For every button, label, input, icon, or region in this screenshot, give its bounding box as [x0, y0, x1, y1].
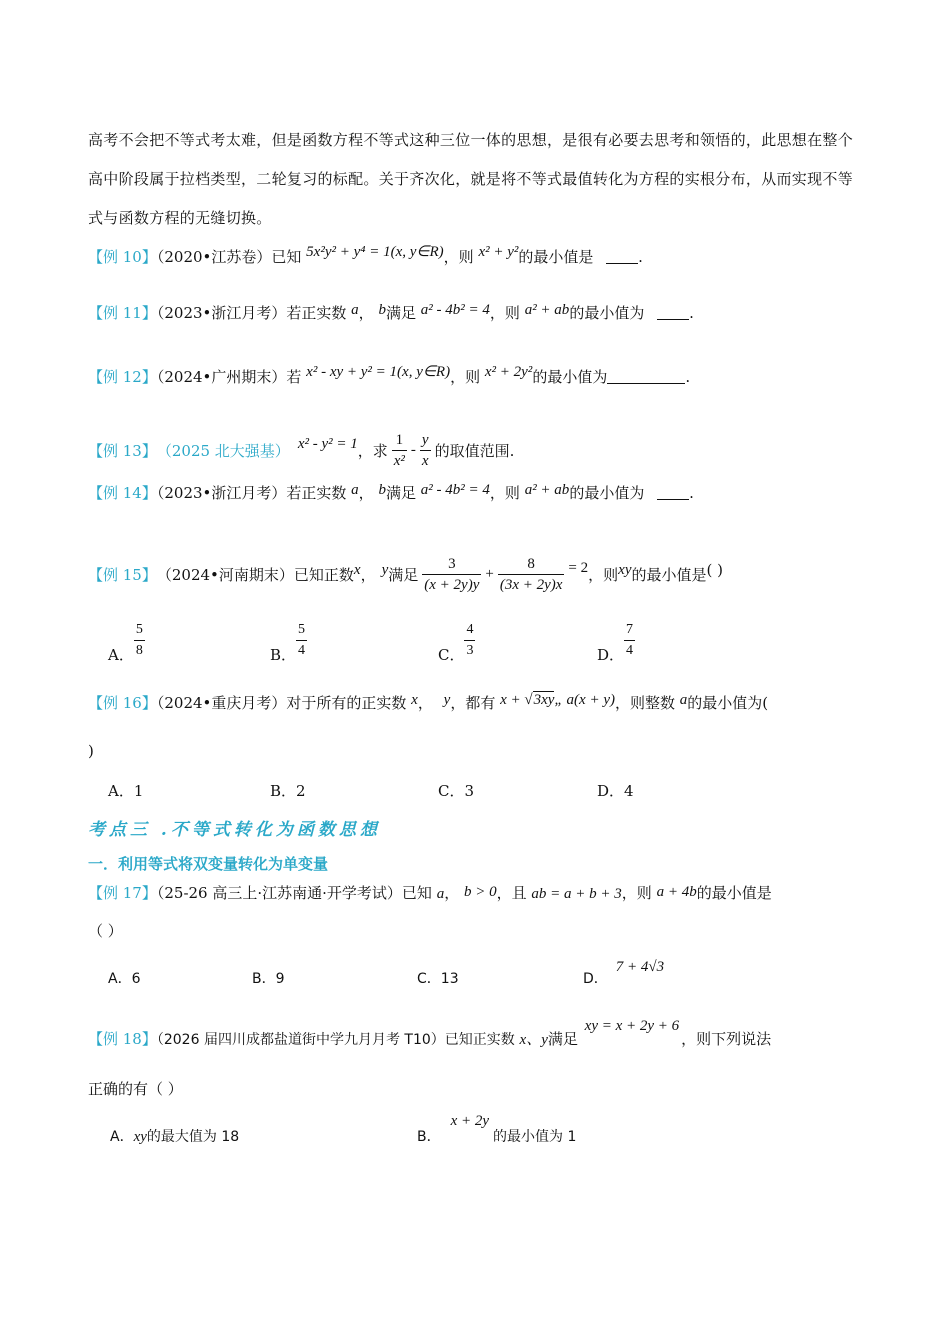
text: ，: [358, 484, 374, 502]
text: ，求: [357, 441, 388, 460]
denominator: x²: [392, 450, 407, 471]
example-source: （2024•重庆月考）对于所有的正实数: [156, 694, 407, 712]
text: 的最小值为: [532, 368, 608, 386]
option-label: D．: [583, 971, 608, 987]
example-tag: 【例 10】: [88, 248, 157, 266]
text: .: [685, 368, 691, 386]
text: ，则: [489, 484, 520, 502]
example-tag: 【例 15】: [88, 565, 157, 584]
example-tag: 【例 11】: [88, 304, 157, 322]
condition-formula: x² - y² = 1: [297, 435, 358, 452]
text: ，: [417, 694, 433, 712]
text: 满足: [385, 304, 416, 322]
example-13: [88, 418, 514, 482]
target-formula: a + 4b: [656, 884, 697, 900]
text: 的最小值为(: [687, 694, 769, 712]
option-label: C．: [417, 971, 441, 987]
option-label: A．: [110, 1129, 134, 1145]
target-formula: x² + 2y²: [484, 364, 533, 380]
text: 满足: [547, 1030, 578, 1048]
plus-sign: +: [485, 565, 494, 582]
option-label: A．: [108, 782, 134, 800]
option-value: 6: [131, 971, 141, 987]
answer-blank[interactable]: [607, 369, 685, 384]
option-a[interactable]: [108, 780, 143, 801]
text: .: [689, 304, 694, 322]
fraction-1: [422, 554, 481, 595]
text: ，则: [588, 565, 619, 584]
condition-formula: a² - 4b² = 4: [420, 302, 490, 318]
example-17: [88, 882, 772, 903]
option-text: 的最小值为 1: [493, 1129, 577, 1145]
answer-blank[interactable]: [606, 249, 638, 264]
option-label: C．: [438, 782, 465, 800]
equals-two: = 2: [568, 559, 589, 576]
example-source: （2020•江苏卷）已知: [156, 248, 302, 266]
text: 满足: [388, 565, 419, 584]
text: 的最小值是: [631, 565, 707, 584]
option-a[interactable]: [110, 1126, 239, 1146]
numerator: 7: [626, 622, 634, 637]
condition-formula: 5x²y² + y⁴ = 1(x, y∈R): [306, 244, 444, 260]
option-c[interactable]: [438, 620, 475, 664]
option-label: A．: [108, 971, 132, 987]
relation: „: [554, 692, 563, 708]
var-y: y: [443, 692, 451, 708]
section-title: 考点三 .不等式转化为函数思想: [88, 820, 381, 840]
example-tag: 【例 14】: [88, 484, 157, 502]
option-expr: x + 2y: [450, 1113, 490, 1129]
numerator: 5: [298, 622, 306, 637]
numerator: 4: [466, 622, 474, 637]
example-10: [88, 246, 643, 267]
option-c[interactable]: [438, 780, 474, 801]
target-formula: a² + ab: [524, 302, 570, 318]
example-tag: 【例 12】: [88, 368, 157, 386]
var-y: y: [381, 561, 389, 578]
answer-blank[interactable]: [657, 485, 689, 500]
var-x: x: [411, 692, 418, 708]
text: ，则: [450, 368, 481, 386]
text: 的取值范围.: [434, 441, 515, 460]
option-label: D．: [597, 782, 625, 800]
denominator: 4: [296, 640, 307, 661]
example-15: [88, 534, 723, 614]
example-tag: 【例 18】: [88, 1030, 157, 1048]
target-formula: x² + y²: [478, 244, 519, 260]
example-source: （2024•广州期末）若: [156, 368, 302, 386]
example-tag: 【例 13】: [88, 441, 157, 460]
fraction-2: [498, 554, 565, 595]
option-d[interactable]: [597, 780, 634, 801]
numerator: 3: [448, 555, 456, 572]
vars-xy: x、y: [519, 1032, 548, 1048]
option-label: B．: [417, 1129, 441, 1145]
option-fraction: [134, 620, 145, 661]
denominator: 8: [134, 640, 145, 661]
intro-paragraph: 高考不会把不等式考太难，但是函数方程不等式这种三位一体的思想，是很有必要去思考和领悟的，此思想在整个高中阶段属于拉档类型，二轮复习的标配。关于齐次化，就是将不等式最值转化为方程的实根分布，从而实现不等式与函数方程的无缝切换。: [88, 131, 854, 227]
example-tag: 【例 17】: [88, 884, 157, 902]
denominator: 3: [464, 640, 475, 661]
text: ，则: [621, 884, 652, 902]
denominator: (x + 2y)y: [422, 574, 481, 595]
text: ，: [358, 304, 374, 322]
option-value: 9: [275, 971, 285, 987]
text: 满足: [385, 484, 416, 502]
var-a: a: [351, 302, 359, 318]
numerator: 5: [135, 622, 143, 637]
option-value: 4: [624, 782, 634, 800]
example-source: （2026 届四川成都盐道街中学九月月考 T10）已知正实数: [156, 1032, 515, 1048]
var-a: a: [436, 886, 445, 902]
target-formula: a² + ab: [524, 482, 570, 498]
option-b[interactable]: [252, 968, 285, 988]
option-label: B．: [252, 971, 276, 987]
text: ，则: [489, 304, 520, 322]
option-d[interactable]: [583, 959, 665, 988]
option-label: C．: [438, 646, 465, 664]
target-formula: xy: [618, 561, 632, 578]
lhs: x +: [500, 692, 525, 708]
text: .: [689, 484, 694, 502]
text: ，: [444, 884, 460, 902]
option-value: 2: [296, 782, 306, 800]
option-label: D．: [597, 646, 625, 664]
text: 的最小值是: [518, 248, 594, 266]
condition-formula: xy = x + 2y + 6: [584, 1018, 680, 1034]
example-source: （2023•浙江月考）若正实数: [156, 304, 347, 322]
condition-formula: a² - 4b² = 4: [420, 482, 490, 498]
numerator: 8: [527, 555, 535, 572]
text: 的最小值为: [569, 484, 645, 502]
inequality-formula: x + √3xy„ a(x + y): [500, 692, 615, 708]
fraction-1: [392, 430, 407, 471]
option-b[interactable]: [417, 1113, 577, 1146]
option-fraction: [464, 620, 475, 661]
rhs: a(x + y): [566, 692, 615, 708]
text: 的最小值为: [569, 304, 645, 322]
example-11: [88, 302, 694, 323]
section-subtitle: 一．利用等式将双变量转化为单变量: [88, 855, 329, 873]
option-a[interactable]: [108, 620, 145, 664]
var-b: b: [378, 302, 386, 318]
text: ，则下列说法: [681, 1030, 772, 1048]
option-fraction: [296, 620, 307, 661]
var-b: b: [378, 482, 386, 498]
text: ，都有: [450, 694, 496, 712]
option-value: 3: [464, 782, 475, 800]
text: .: [638, 248, 643, 266]
denominator: x: [420, 450, 431, 471]
fraction-2: [420, 430, 431, 471]
var-x: x: [353, 561, 361, 578]
text: 的最小值是: [696, 884, 772, 902]
option-b[interactable]: [270, 780, 306, 801]
numerator: 1: [395, 431, 404, 448]
sqrt-body: 3xy: [533, 692, 555, 708]
answer-parentheses-close[interactable]: ): [88, 742, 94, 760]
example-12: [88, 366, 690, 387]
var-a: a: [351, 482, 359, 498]
option-value: 7 + 4√3: [615, 959, 665, 975]
condition-1: b > 0: [464, 884, 497, 900]
var-a: a: [679, 692, 688, 708]
condition-formula: x² - xy + y² = 1(x, y∈R): [306, 364, 451, 380]
denominator: (3x + 2y)x: [498, 574, 565, 595]
answer-blank[interactable]: [657, 305, 689, 320]
minus-sign: -: [410, 441, 416, 458]
answer-parentheses[interactable]: （ ）: [88, 922, 123, 940]
example-14: [88, 482, 694, 503]
numerator: y: [421, 431, 429, 448]
example-16: [88, 692, 768, 713]
option-fraction: [624, 620, 635, 661]
denominator: 4: [624, 640, 635, 661]
example-source: （25-26 高三上·江苏南通·开学考试）已知: [156, 884, 432, 902]
option-label: A．: [108, 646, 134, 664]
option-d[interactable]: [597, 620, 635, 664]
example-source: （2023•浙江月考）若正实数: [156, 484, 347, 502]
option-label: B．: [270, 646, 297, 664]
option-b[interactable]: [270, 620, 307, 664]
text: ，则整数: [614, 694, 675, 712]
option-value: 1: [133, 782, 144, 800]
example-source: （2024•河南期末）已知正数: [156, 565, 354, 584]
option-text: 的最大值为 18: [146, 1129, 240, 1145]
condition-2: ab = a + b + 3: [531, 886, 622, 902]
text: ，且: [496, 884, 527, 902]
option-label: B．: [270, 782, 297, 800]
example-18: [88, 1018, 772, 1049]
answer-parentheses[interactable]: ( ): [706, 561, 723, 579]
option-c[interactable]: [417, 968, 459, 988]
option-a[interactable]: [108, 968, 141, 988]
text: ，则: [443, 248, 474, 266]
option-var: xy: [133, 1129, 147, 1145]
question-continuation: 正确的有（ ）: [88, 1080, 183, 1098]
option-value: 13: [440, 971, 459, 987]
text: ，: [360, 565, 376, 584]
example-source: （2025 北大强基）: [156, 441, 290, 460]
example-tag: 【例 16】: [88, 694, 157, 712]
